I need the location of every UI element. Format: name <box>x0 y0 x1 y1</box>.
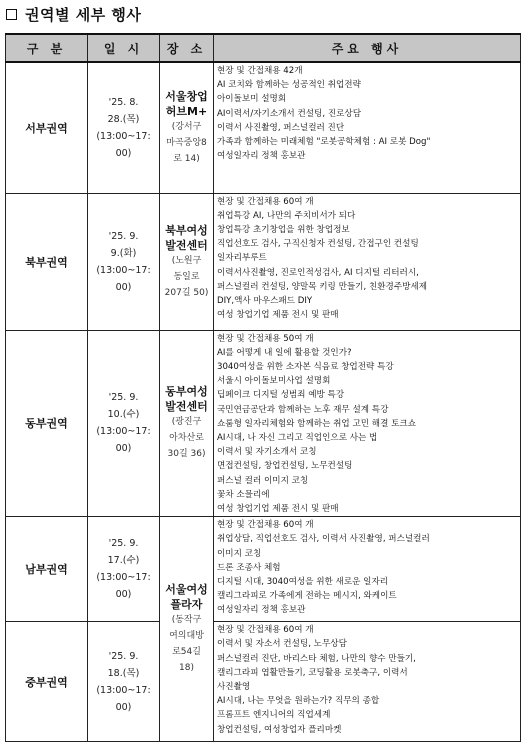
checkbox-square-icon <box>6 9 17 20</box>
event-item: 딥페이크 디지털 성범죄 예방 특강 <box>217 390 345 401</box>
date-line: '25. 8. <box>108 96 139 108</box>
event-item: 디지털 시대, 3040여성을 위한 새로운 일자리 <box>217 576 389 587</box>
event-item: AI이력서/자기소개서 컨설팅, 진로상담 <box>217 108 362 119</box>
date-line: (13:00~17: <box>96 684 151 696</box>
events-cell <box>214 330 521 517</box>
date-line: 18.(목) <box>107 667 140 679</box>
date-line: 00) <box>115 147 132 159</box>
venue-name-line: 플라자 <box>170 598 203 612</box>
event-item: 프롬프트 엔지니어의 직업세계 <box>217 710 331 721</box>
event-item: 면접컨설팅, 창업컨설팅, 노무컨설팅 <box>217 461 353 472</box>
venue-address-line: 18) <box>179 663 194 674</box>
date-cell <box>88 622 160 742</box>
event-item: 일자리부루트 <box>217 253 267 264</box>
table-row <box>6 622 521 742</box>
event-item: 이력서 및 자기소개서 코칭 <box>217 447 317 458</box>
event-item: 캘리그라피로 가족에게 전하는 메시지, 와케이트 <box>217 591 397 602</box>
date-line: 00) <box>115 443 132 455</box>
event-item: 취업특강 AI, 나만의 주치비서가 되다 <box>217 210 356 221</box>
venue-address-line: 로54길 <box>172 647 201 658</box>
date-line: (13:00~17: <box>96 572 151 584</box>
event-item: AI시대, 나 자신 그리고 직업인으로 사는 법 <box>217 432 378 443</box>
event-item: 이력서 사진촬영, 퍼스널컬러 진단 <box>217 122 345 133</box>
venue-name-line: 발전센터 <box>165 400 208 414</box>
event-item: 현장 및 간접채용 60여 개 <box>217 520 314 531</box>
venue-cell <box>160 330 214 517</box>
event-item: 현장 및 간접채용 60여 개 <box>217 196 314 207</box>
venue-address-line: 207길 50) <box>164 287 209 298</box>
venue-address-line: (동작구 <box>171 615 202 626</box>
venue-address-line: 아차산로 <box>169 433 204 444</box>
venue-address-line: 동일로 <box>173 271 200 282</box>
venue-cell <box>160 62 214 193</box>
date-cell <box>88 517 160 622</box>
event-item: 이력서사진촬영, 진로인적성검사, AI 디지털 리터러시, <box>217 267 419 278</box>
event-item: 현장 및 간접채용 42개 <box>217 66 303 76</box>
event-item: 여성일자리 정책 홍보관 <box>217 605 306 616</box>
date-line: '25. 9. <box>108 650 139 662</box>
event-schedule-table <box>5 33 521 742</box>
date-line: 28.(목) <box>107 113 140 125</box>
table-row <box>6 62 521 193</box>
section-title <box>6 3 141 25</box>
table-header-row <box>6 34 521 62</box>
region-cell: 북부권역 <box>6 193 88 330</box>
venue-name-line: 북부여성 <box>165 223 208 237</box>
date-line: 17.(수) <box>107 555 140 567</box>
venue-address-line: 로 14) <box>173 153 200 164</box>
date-line: 9.(화) <box>110 247 137 259</box>
event-item: 캘리그라피 엽활만들기, 코딩활용 로봇축구, 이력서 <box>217 667 408 678</box>
region-cell: 남부권역 <box>6 517 88 622</box>
table-row <box>6 330 521 517</box>
region-cell: 서부권역 <box>6 62 88 193</box>
events-cell <box>214 622 521 742</box>
venue-cell <box>160 193 214 330</box>
venue-name-line: 발전센터 <box>165 238 208 252</box>
date-cell <box>88 330 160 517</box>
event-item: 서울시 아이돌보미사업 설명회 <box>217 376 331 387</box>
date-line: (13:00~17: <box>96 426 151 438</box>
event-item: 가족과 함께하는 미래체험 "로봇공학체험 : AI 로봇 Dog" <box>217 137 431 148</box>
event-item: 3040여성을 위한 소자본 식음료 창업전략 특강 <box>217 361 394 372</box>
table-row <box>6 193 521 330</box>
date-line: '25. 9. <box>108 538 139 550</box>
event-item: 창업특강 초기창업을 위한 창업정보 <box>217 224 350 235</box>
date-line: 00) <box>115 589 132 601</box>
venue-address-line: 마곡중앙8 <box>166 137 207 148</box>
event-item: 창업컨설팅, 여성창업자 플리마켓 <box>217 724 342 735</box>
event-item: 현장 및 간접채용 50여 개 <box>217 333 314 344</box>
event-item: AI를 어떻게 내 일에 활용할 것인가? <box>217 347 352 358</box>
date-cell <box>88 193 160 330</box>
venue-address-line: (강서구 <box>171 121 202 132</box>
header-datetime: 일 시 <box>88 34 160 62</box>
venue-address-line: (광진구 <box>171 417 202 428</box>
table-row <box>6 517 521 622</box>
date-cell <box>88 62 160 193</box>
date-line: (13:00~17: <box>96 264 151 276</box>
venue-address-line: 30길 36) <box>167 449 206 460</box>
event-item: 이미지 코칭 <box>217 548 262 559</box>
venue-address-line: 여의대방 <box>169 631 204 642</box>
date-line: (13:00~17: <box>96 130 151 142</box>
event-item: 취업상담, 직업선호도 검사, 이력서 사진촬영, 퍼스널컬러 <box>217 534 430 545</box>
event-item: 퍼스널 컬러 이미지 코칭 <box>217 475 309 486</box>
event-item: AI시대, 나는 무엇을 원하는가? 직무의 종합 <box>217 696 380 707</box>
header-division: 구 분 <box>6 34 88 62</box>
event-item: 사진촬영 <box>217 681 251 692</box>
event-item: 현장 및 간접채용 60여 개 <box>217 625 314 636</box>
events-cell <box>214 62 521 193</box>
header-main-events: 주요 행사 <box>214 34 521 62</box>
event-item: 여성 창업기업 제품 전시 및 판매 <box>217 503 339 514</box>
date-line: 10.(수) <box>107 409 140 421</box>
date-line: 00) <box>115 701 132 713</box>
venue-name-line: 동부여성 <box>165 385 208 399</box>
event-item: 퍼스널컬러 진단, 바리스타 체험, 나만의 향수 만들기, <box>217 653 416 664</box>
date-line: '25. 9. <box>108 392 139 404</box>
event-item: 여성일자리 정책 홍보관 <box>217 151 306 162</box>
date-line: '25. 9. <box>108 230 139 242</box>
event-item: 꽃차 소믈리에 <box>217 489 270 500</box>
region-cell: 중부권역 <box>6 622 88 742</box>
event-item: 쇼룸형 일자리체험와 함께하는 취업 고민 해결 토크쇼 <box>217 418 417 429</box>
venue-cell <box>160 517 214 742</box>
region-cell: 동부권역 <box>6 330 88 517</box>
date-line: 00) <box>115 281 132 293</box>
venue-name-line: 서울여성 <box>165 583 208 597</box>
event-item: 퍼스널컬러 컨설팅, 양말목 키링 만들기, 친환경주방세제 <box>217 281 428 292</box>
venue-address-line: (노원구 <box>171 255 202 266</box>
venue-name-line: 허브M+ <box>165 104 208 118</box>
event-item: 여성 창업기업 제품 전시 및 판매 <box>217 310 339 321</box>
event-item: 드론 조종사 체험 <box>217 562 281 573</box>
events-cell <box>214 517 521 622</box>
event-item: 이력서 및 자소서 컨설팅, 노무상담 <box>217 639 347 650</box>
event-item: AI 코치와 함께하는 성공적인 취업전략 <box>217 80 361 91</box>
event-item: 아이돌보미 설명회 <box>217 94 287 105</box>
venue-name-line: 서울창업 <box>165 89 208 103</box>
event-item: DIY,액사 마우스패드 DIY <box>217 295 313 306</box>
event-item: 국민연금공단과 함께하는 노후 재무 설계 특강 <box>217 404 389 415</box>
events-cell <box>214 193 521 330</box>
section-title-text: 권역별 세부 행사 <box>25 5 142 24</box>
header-venue: 장 소 <box>160 34 214 62</box>
event-item: 직업선호도 검사, 구직신청자 컨설팅, 간접구인 컨설팅 <box>217 239 419 250</box>
